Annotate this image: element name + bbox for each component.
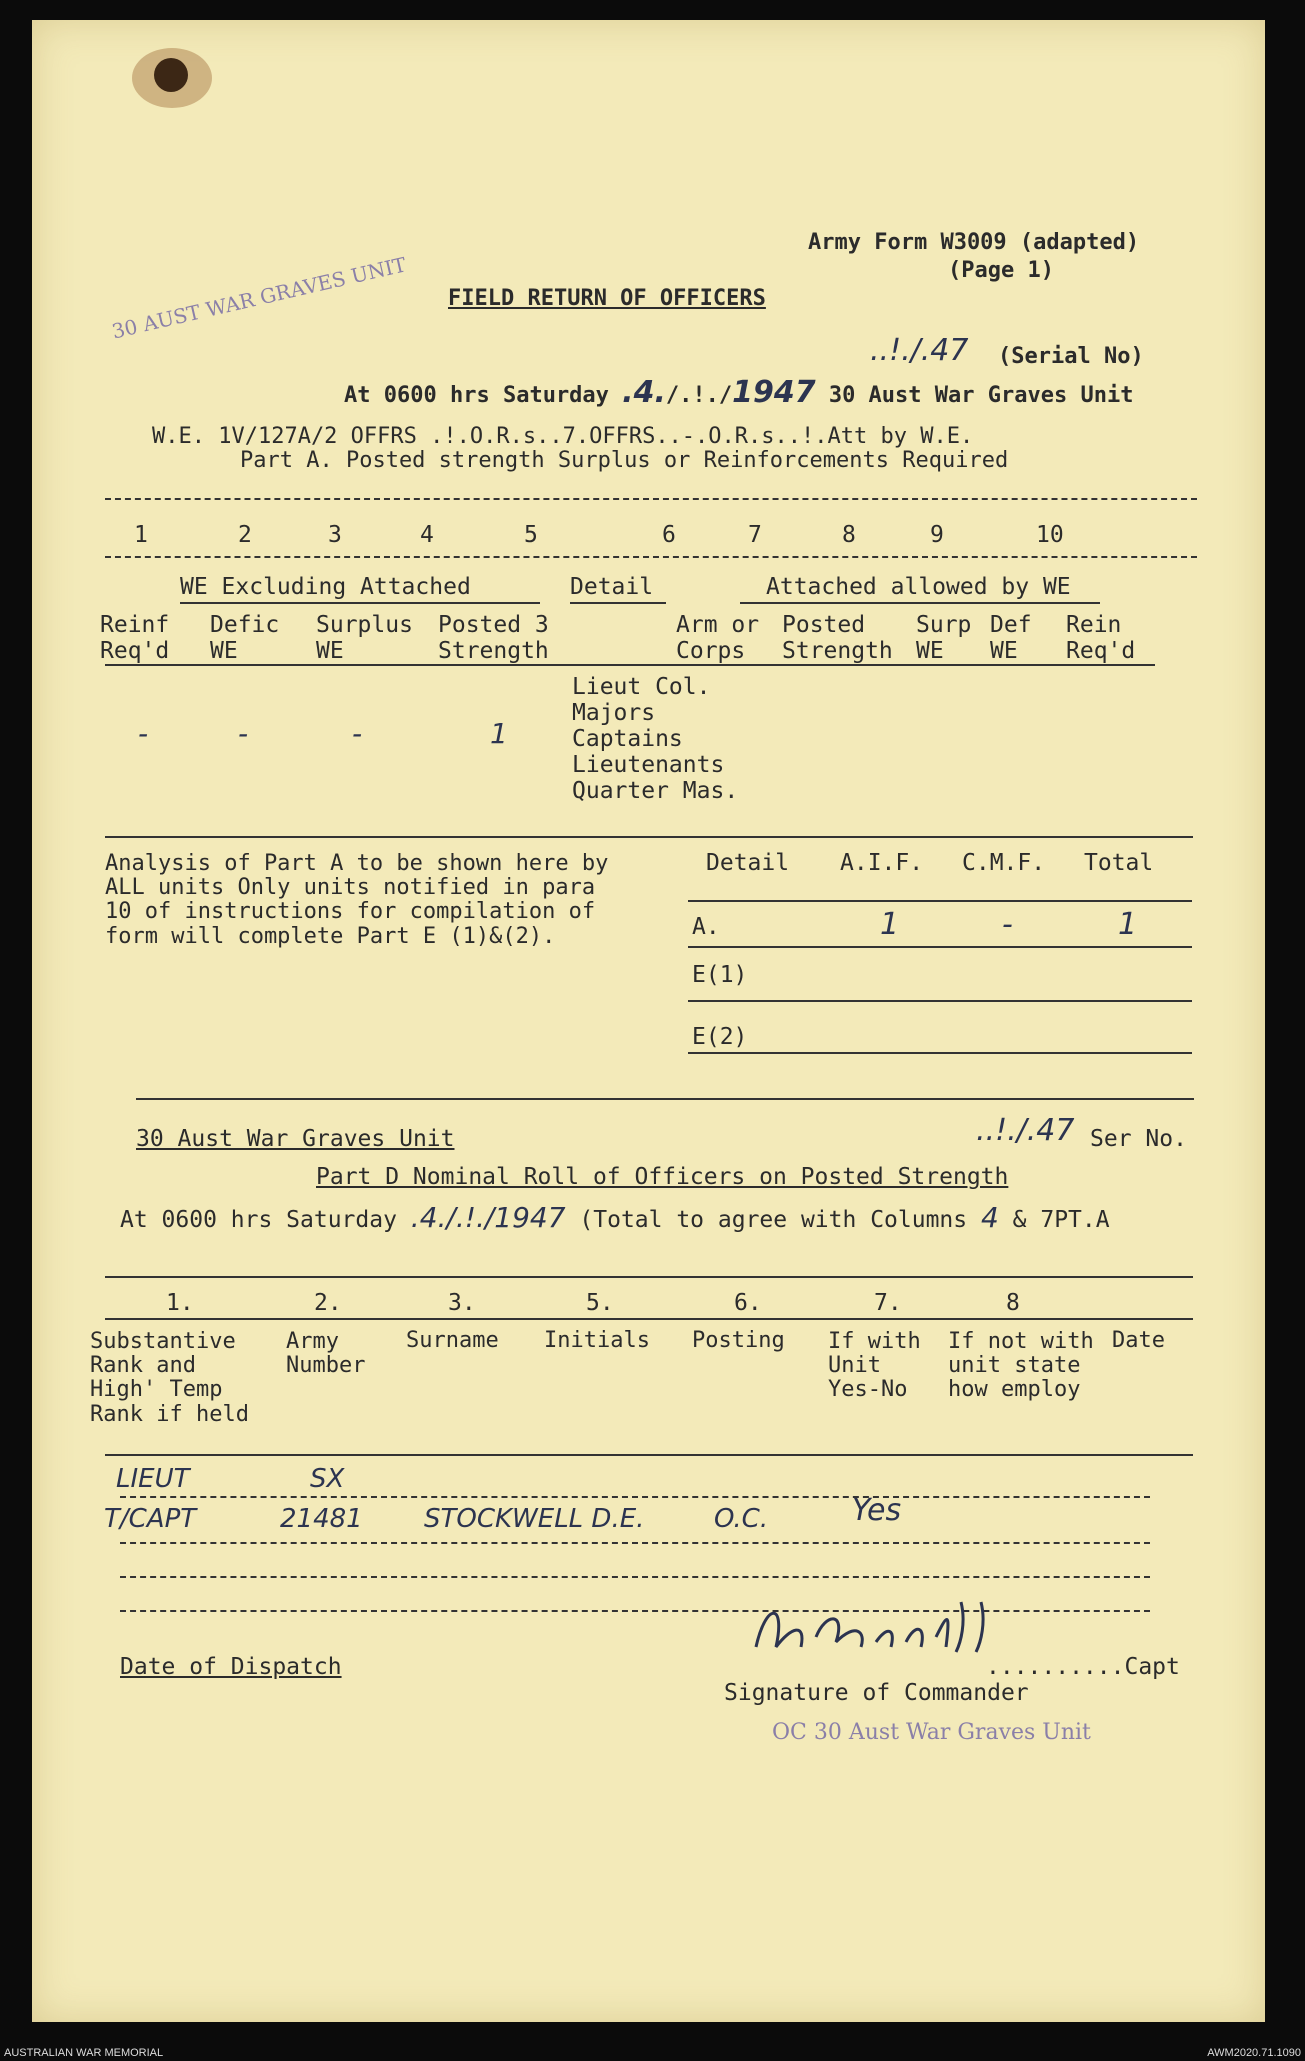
col-header-defic: Defic WE — [210, 612, 280, 665]
at-line: At 0600 hrs Saturday .4./.!./1947 30 Aust War Graves Unit — [344, 375, 1134, 410]
page-number: (Page 1) — [948, 258, 1054, 283]
part-d-col-header-army-number: Army Number — [286, 1329, 366, 1379]
group-we-excluding: WE Excluding Attached — [180, 574, 471, 600]
col-number: 3 — [328, 522, 342, 548]
col-number: 5. — [586, 1290, 614, 1316]
entry-rank-line2: T/CAPT — [104, 1504, 197, 1534]
unit-stamp: 30 AUST WAR GRAVES UNIT — [109, 252, 409, 344]
value-posted: 1 — [490, 717, 508, 750]
value-defic: - — [238, 717, 249, 750]
col-header-posted: Posted 3 Strength — [438, 612, 549, 665]
detail-row: Lieutenants — [572, 752, 725, 778]
serial-label: (Serial No) — [998, 344, 1144, 369]
part-d-title: Part D Nominal Roll of Officers on Posted Strength — [316, 1164, 1009, 1190]
part-d-col-header-posting: Posting — [692, 1328, 785, 1353]
entry-number-line2: 21481 — [280, 1504, 363, 1534]
document-title: FIELD RETURN OF OFFICERS — [448, 286, 766, 311]
value-surplus: - — [352, 717, 363, 750]
divider — [120, 1496, 1150, 1498]
divider — [105, 1454, 1193, 1456]
analysis-total-value: 1 — [1118, 907, 1138, 942]
detail-row: Lieut Col. — [572, 674, 711, 700]
col-header-surp: Surp WE — [916, 612, 972, 665]
entry-posting: O.C. — [714, 1504, 769, 1534]
col-number: 6. — [734, 1290, 762, 1316]
analysis-line — [688, 1052, 1192, 1054]
detail-row: Majors — [572, 700, 656, 726]
col-header-def: Def WE — [990, 612, 1032, 665]
analysis-aif-value: 1 — [880, 907, 900, 942]
divider — [105, 836, 1193, 838]
underline — [740, 602, 1100, 604]
col-header-surplus: Surplus WE — [316, 612, 413, 665]
col-number: 5 — [524, 522, 538, 548]
col-header-posted-strength: Posted Strength — [782, 612, 893, 665]
divider — [120, 1576, 1150, 1578]
form-name: Army Form W3009 (adapted) — [808, 230, 1140, 255]
col-number: 1 — [134, 522, 148, 548]
analysis-row-label: A. — [692, 914, 720, 940]
analysis-line — [688, 900, 1192, 902]
analysis-row-label: E(2) — [692, 1024, 748, 1050]
part-d-col-header-date: Date — [1112, 1328, 1165, 1353]
oc-stamp: OC 30 Aust War Graves Unit — [772, 1720, 1091, 1745]
header-underline — [105, 664, 1155, 666]
analysis-header-detail: Detail — [706, 850, 790, 876]
col-number: 3. — [448, 1290, 476, 1316]
col-number: 8 — [1006, 1290, 1020, 1316]
analysis-line — [688, 946, 1192, 948]
analysis-header-total: Total — [1084, 850, 1154, 876]
part-d-ser-date: ..!./.47 — [976, 1113, 1075, 1148]
archive-left: AUSTRALIAN WAR MEMORIAL — [4, 2047, 164, 2059]
group-attached: Attached allowed by WE — [766, 574, 1071, 600]
col-number: 10 — [1036, 522, 1064, 548]
underline — [570, 602, 666, 604]
group-detail: Detail — [570, 574, 654, 600]
signature-label: Signature of Commander — [724, 1680, 1029, 1706]
col-number: 6 — [662, 522, 676, 548]
part-d-unit: 30 Aust War Graves Unit — [136, 1126, 455, 1152]
entry-rank-line1: LIEUT — [116, 1464, 190, 1494]
analysis-cmf-value: - — [1002, 907, 1013, 942]
col-number: 7. — [874, 1290, 902, 1316]
divider — [105, 1276, 1193, 1278]
divider — [105, 498, 1197, 500]
divider — [136, 1098, 1194, 1100]
stain-mark — [132, 48, 212, 108]
analysis-header-aif: A.I.F. — [840, 850, 924, 876]
part-d-col-header-rank: Substantive Rank and High' Temp Rank if held — [90, 1329, 249, 1427]
detail-row: Quarter Mas. — [572, 778, 739, 804]
detail-row: Captains — [572, 726, 683, 752]
analysis-row-label: E(1) — [692, 962, 748, 988]
part-d-col-header-surname: Surname — [406, 1328, 499, 1353]
col-number: 2. — [314, 1290, 342, 1316]
col-header-arm-corps: Arm or Corps — [676, 612, 760, 665]
underline — [180, 602, 540, 604]
analysis-header-cmf: C.M.F. — [962, 850, 1046, 876]
archive-right: AWM2020.71.1090 — [1207, 2047, 1301, 2059]
part-a-line: Part A. Posted strength Surplus or Reinforcements Required — [240, 448, 1009, 473]
analysis-text: Analysis of Part A to be shown here by ALL units Only units notified in para 10 of instructions for compilation of form will complete Part E (1)&(2). — [105, 851, 609, 949]
analysis-line — [688, 1000, 1192, 1002]
divider — [120, 1542, 1150, 1544]
signature-dots: ..........Capt — [986, 1654, 1180, 1680]
col-number: 9 — [930, 522, 944, 548]
col-number: 4 — [420, 522, 434, 548]
divider — [105, 556, 1197, 558]
col-number: 7 — [748, 522, 762, 548]
entry-surname: STOCKWELL D.E. — [424, 1504, 645, 1534]
col-header-reinf: Reinf Req'd — [100, 612, 170, 665]
we-line: W.E. 1V/127A/2 OFFRS .!.O.R.s..7.OFFRS..-.O.R.s..!.Att by W.E. — [152, 424, 974, 449]
divider — [105, 1318, 1193, 1320]
entry-number-line1: SX — [310, 1464, 345, 1494]
col-number: 8 — [842, 522, 856, 548]
part-d-col-header-with-unit: If with Unit Yes-No — [828, 1329, 921, 1403]
entry-with-unit: Yes — [852, 1493, 902, 1528]
date-of-dispatch: Date of Dispatch — [120, 1654, 342, 1680]
part-d-ser-label: Ser No. — [1090, 1126, 1187, 1152]
part-d-col-header-initials: Initials — [544, 1328, 650, 1353]
part-d-col-header-not-with-unit: If not with unit state how employ — [948, 1329, 1094, 1403]
part-d-at-line: At 0600 hrs Saturday .4./.!./1947 (Total to agree with Columns 4 & 7PT.A — [120, 1201, 1110, 1234]
value-reinf: - — [138, 717, 149, 750]
col-number: 2 — [238, 522, 252, 548]
serial-date: ..!./.47 — [870, 333, 969, 368]
col-header-rein: Rein Req'd — [1066, 612, 1136, 665]
col-number: 1. — [166, 1290, 194, 1316]
